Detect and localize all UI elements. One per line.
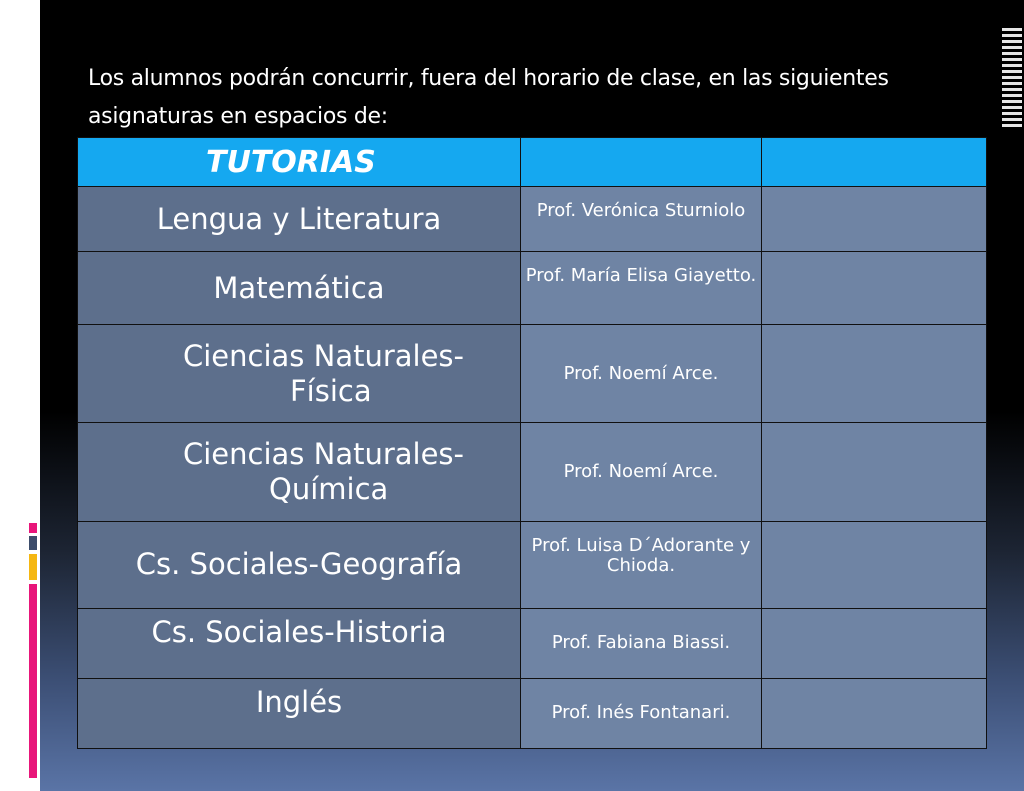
professor-cell: Prof. Noemí Arce. — [521, 423, 762, 521]
professor-cell: Prof. Inés Fontanari. — [521, 678, 762, 748]
professor-cell: Prof. Noemí Arce. — [521, 325, 762, 423]
subject-line: Química — [269, 472, 389, 507]
empty-cell — [762, 325, 987, 423]
subject-cell: Lengua y Literatura — [78, 187, 521, 252]
subject-cell — [78, 325, 521, 423]
professor-cell: Prof. Luisa D´Adorante y Chioda. — [521, 521, 762, 608]
subject-line: Física — [290, 373, 372, 408]
subject-cell: Cs. Sociales-Geografía — [78, 521, 521, 608]
subject-cell: Cs. Sociales-Historia — [78, 608, 521, 678]
empty-cell — [762, 423, 987, 521]
subject-line: Ciencias Naturales- — [183, 338, 465, 373]
professor-cell: Prof. Fabiana Biassi. — [521, 608, 762, 678]
intro-text: Los alumnos podrán concurrir, fuera del horario de clase, en las siguientes asignaturas en espacios de: — [88, 66, 889, 129]
empty-cell — [762, 252, 987, 325]
table-header-title: TUTORIAS — [78, 138, 521, 187]
subject-line: Ciencias Naturales- — [183, 437, 465, 472]
decorative-lines-icon — [1002, 28, 1022, 130]
table-row — [78, 608, 987, 678]
table-row — [78, 521, 987, 608]
accent-stripe-yellow — [29, 554, 37, 580]
accent-stripe-pink-long — [29, 584, 37, 778]
table-header-cell — [521, 138, 762, 187]
empty-cell — [762, 521, 987, 608]
table-row — [78, 423, 987, 521]
table-row — [78, 252, 987, 325]
subject-cell: Inglés — [78, 678, 521, 748]
table-header-cell — [762, 138, 987, 187]
subject-cell: Matemática — [78, 252, 521, 325]
table-row — [78, 678, 987, 748]
empty-cell — [762, 608, 987, 678]
empty-cell — [762, 678, 987, 748]
professor-cell: Prof. Verónica Sturniolo — [521, 187, 762, 252]
table-row — [78, 187, 987, 252]
tutorias-table — [77, 137, 987, 749]
table-header-row — [78, 138, 987, 187]
professor-cell: Prof. María Elisa Giayetto. — [521, 252, 762, 325]
accent-stripe-pink — [29, 523, 37, 533]
subject-cell — [78, 423, 521, 521]
table-row — [78, 325, 987, 423]
accent-stripe-gray — [29, 536, 37, 550]
empty-cell — [762, 187, 987, 252]
